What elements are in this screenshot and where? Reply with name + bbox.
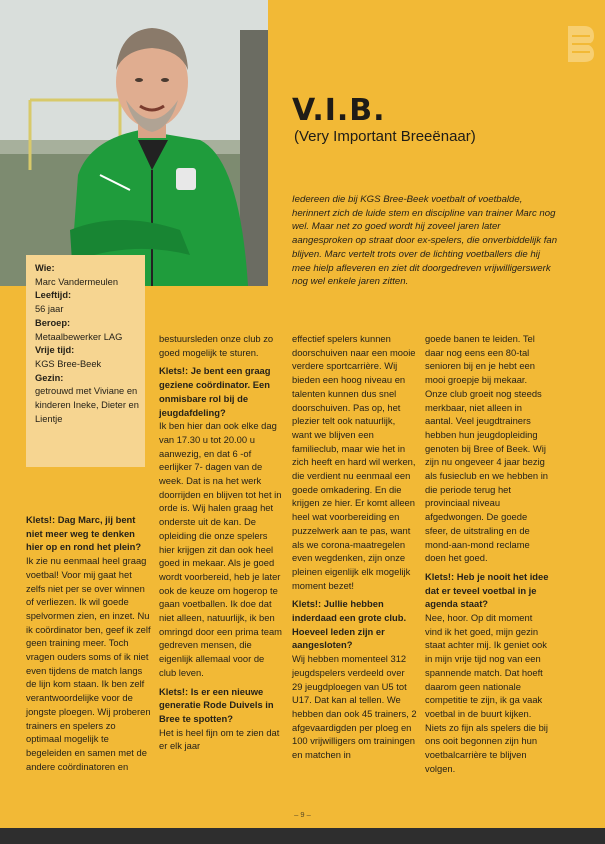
qa-block [159, 685, 284, 754]
interview-answer: Ik zie nu eenmaal heel graag voetbal! Voor mij gaat het zelfs niet per se over winnen of verliezen. Ik wil goede spelvormen zien, en inzet. Nu ik coördinator ben, geef ik zelf geen training meer. Toch vragen ouders soms of ik niet even tijdens de match langs de lijn kom staan. Ik ben zelf verantwoordelijke voor de jongste ploegen. Wij proberen trainers en spelers zo optimaal mogelijk te begeleiden en samen met de andere coördinatoren en [26, 555, 151, 772]
infobox-label: Leeftijd: [35, 290, 72, 301]
page-number: – 9 – [294, 810, 311, 819]
qa-block [425, 332, 550, 565]
interview-question: Klets!: Is er een nieuwe generatie Rode Duivels in Bree te spotten? [159, 685, 274, 724]
qa-block [425, 570, 550, 776]
article-column-4 [425, 332, 550, 781]
article-column-3 [292, 332, 417, 767]
qa-block [159, 364, 284, 679]
qa-block [26, 513, 151, 773]
interview-answer: Ik ben hier dan ook elke dag van 17.30 u tot 20.00 u aanwezig, en dat 6 -of eerlijker 7- dagen van de week. Dat is na het werk doorrijden en blijven tot het in orde is. Wij halen graag het onderste uit de kan. De opleiding die onze spelers hier krijgen zit dan ook heel goed in mekaar. Als je goed wordt voorbereid, heb je later ook de keuze om hogerop te gaan voetballen. Ik doe dat niet alleen, natuurlijk, ik ben omringd door een prima team gedreven mensen, die eigenlijk allemaal voor de club leven. [159, 420, 282, 678]
qa-block [292, 597, 417, 761]
interview-answer: Het is heel fijn om te zien dat er elk jaar [159, 726, 280, 752]
infobox-value: KGS Bree-Beek [35, 358, 102, 369]
qa-block [159, 332, 284, 359]
interview-answer: effectief spelers kunnen doorschuiven naar een mooie verdere sportcarrière. Wij bieden een hoog niveau en talenten kunnen dus snel doorschuiven. Pas op, het plezier telt ook natuurlijk, want we blijven een familieclub, maar wie het in zich heeft en hard wil werken, die verdient nu eenmaal een goede omkadering. En die krijgen ze hier. Er komt alleen heel wat voorbereiding en puzzelwerk aan te pas, want als we corona-maatregelen even wegdenken, zijn onze pleinen eigenlijk elk mogelijk moment bezet! [292, 333, 416, 591]
intro-paragraph: Iedereen die bij KGS Bree-Beek voetbalt of voetbalde, herinnert zich de luide stem en discipline van trainer Marc nog wel. Maar net zo goed wordt hij zoveel jaren later aangesproken op straat door ex-spelers, die onverbiddelijk fan blijven. Marc vertelt trots over de lichting voetballers die hij mee hielp afleveren en ziet dit doorgedreven vrijwilligerswerk nog wel enkele jaren zitten. [292, 194, 558, 288]
infobox-label: Vrije tijd: [35, 345, 75, 356]
infobox-label: Gezin: [35, 372, 64, 383]
infobox-value: 56 jaar [35, 304, 64, 315]
interview-question: Klets!: Je bent een graag geziene coördinator. Een onmisbare rol bij de jeugdafdeling? [159, 365, 271, 418]
portrait-illustration [0, 0, 268, 286]
interview-answer: goede banen te leiden. Tel daar nog eens een 80-tal senioren bij en je hebt een mooi groepje bij mekaar. Onze club groeit nog steeds merkbaar, niet alleen in aantal. Veel jeugdtrainers hebben hun jeugdopleiding genoten bij Bree of Beek. Wij zijn nu ongeveer 4 jaar bezig als fusieclub en we hebben in die periode terug het provinciaal niveau afgedwongen. De goede sfeer, de uitstraling en de mond-aan-mond reclame doen het goed. [425, 333, 549, 564]
infobox-value: Metaalbewerker LAG [35, 331, 123, 342]
infobox-value: Marc Vandermeulen [35, 276, 119, 287]
qa-block [292, 332, 417, 592]
article-column-2 [159, 332, 284, 758]
page-subtitle: (Very Important Breeënaar) [294, 128, 476, 145]
article-column-1 [26, 513, 151, 778]
infobox-value: getrouwd met Viviane en kinderen Ineke, Dieter en Lientje [35, 386, 139, 424]
club-logo-mark [566, 24, 596, 64]
interview-answer: Wij hebben momenteel 312 jeugdspelers verdeeld over 29 jeugdploegen van U5 tot U17. Dat kan al tellen. We hebben dan ook 45 trainers, 2 afgevaardigden per ploeg en 100 vrijwilligers om trainingen en matchen in [292, 653, 417, 761]
interview-question: Klets!: Heb je nooit het idee dat er teveel voetbal in je agenda staat? [425, 570, 549, 610]
page-title: V.I.B. [292, 93, 386, 128]
infobox-label: Wie: [35, 263, 55, 273]
portrait-photo [0, 0, 268, 286]
interview-question: Klets!: Dag Marc, jij bent niet meer weg te denken hier op en rond het plein? [26, 514, 142, 553]
profile-infobox [26, 255, 145, 467]
infobox-label: Beroep: [35, 317, 71, 328]
interview-answer: Nee, hoor. Op dit moment vind ik het goed, mijn gezin staat achter mij. Ik geniet ook in mijn vrije tijd nog van een spannende match. Dat hoeft daarom geen nationale competitie te zijn, ik ga vaak voetbal in de buurt kijken. Niets zo fijn als spelers die bij ons ooit begonnen zijn hun voetbalcarrière te blijven volgen. [425, 612, 548, 774]
interview-question: Klets!: Jullie hebben inderdaad een grote club. Hoeveel leden zijn er aangesloten? [292, 598, 407, 651]
scan-bottom-edge [0, 828, 605, 844]
interview-answer: bestuursleden onze club zo goed mogelijk te sturen. [159, 333, 274, 358]
